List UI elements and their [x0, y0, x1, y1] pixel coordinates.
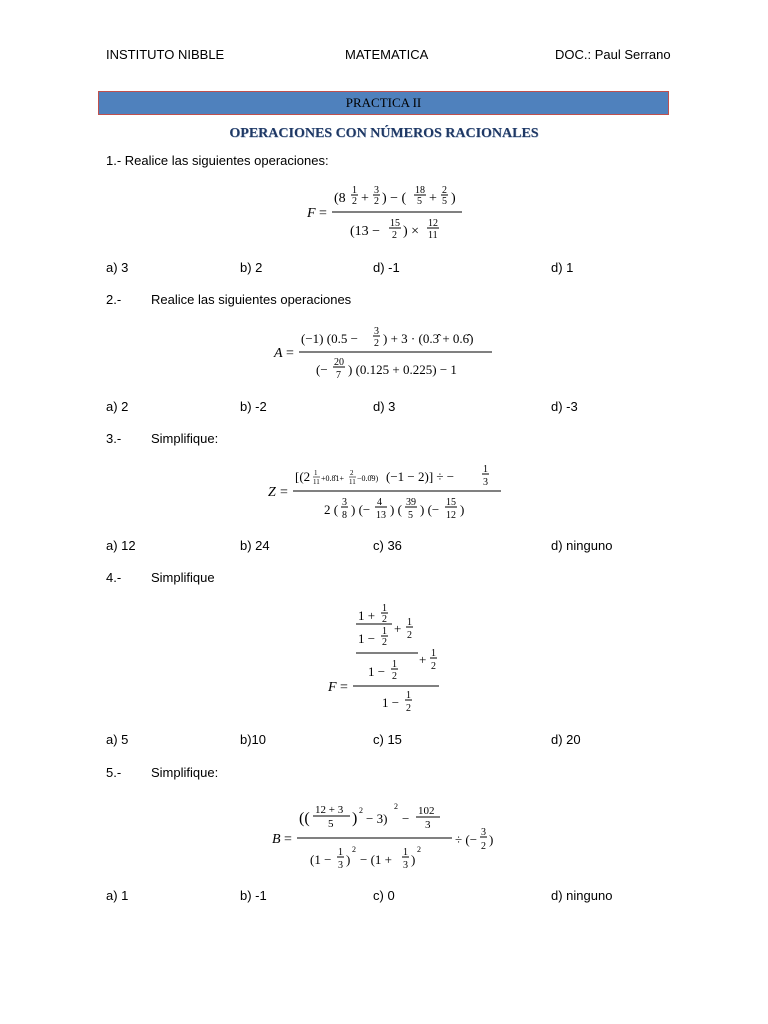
svg-text:11: 11: [428, 230, 438, 241]
answer-option: a) 2: [106, 399, 129, 414]
svg-text:5: 5: [408, 510, 413, 521]
svg-text:): ): [451, 191, 456, 206]
svg-text:3: 3: [374, 326, 379, 337]
answer-option: d) ninguno: [551, 888, 613, 903]
svg-text:2: 2: [407, 630, 412, 641]
svg-text:(−: (−: [316, 362, 328, 377]
svg-text:2: 2: [352, 845, 356, 854]
problem-2-prompt: Realice las siguientes operaciones: [151, 292, 352, 307]
svg-text:12 + 3: 12 + 3: [315, 804, 344, 816]
svg-text:8: 8: [342, 510, 347, 521]
problem-5-number: 5.-: [106, 765, 122, 780]
answer-option: b) -1: [240, 888, 267, 903]
svg-text:3: 3: [425, 819, 431, 831]
svg-text:12: 12: [446, 510, 456, 521]
svg-text:(1 −: (1 −: [310, 852, 332, 867]
answer-option: d) ninguno: [551, 538, 613, 553]
answer-option: b) 24: [240, 538, 270, 553]
problem-3-number: 3.-: [106, 431, 122, 446]
answer-option: d) -1: [373, 260, 400, 275]
svg-text:(8: (8: [334, 191, 346, 206]
svg-text:1 −: 1 −: [358, 631, 376, 646]
svg-text:1: 1: [382, 603, 387, 614]
svg-text:1: 1: [382, 626, 387, 637]
svg-text:Z: Z: [268, 485, 276, 500]
svg-text:) ×: ) ×: [403, 224, 420, 239]
answer-option: c) 15: [373, 732, 402, 747]
svg-text:3: 3: [342, 497, 347, 508]
formula-2: [268, 320, 498, 385]
svg-text:1: 1: [406, 690, 411, 701]
svg-text:): ): [352, 810, 358, 827]
svg-text:13: 13: [376, 510, 386, 521]
svg-text:) (: ) (: [390, 502, 402, 517]
svg-text:) − (: ) − (: [382, 191, 407, 206]
svg-text:39: 39: [406, 497, 416, 508]
svg-text:1 +: 1 +: [358, 608, 376, 623]
svg-text:+: +: [361, 191, 369, 206]
problem-5-prompt: Simplifique:: [151, 765, 219, 780]
svg-text:((: ((: [299, 810, 310, 827]
svg-text:[(2: [(2: [295, 469, 311, 484]
svg-text:2: 2: [350, 469, 354, 477]
svg-text:2: 2: [374, 338, 379, 349]
svg-text:3: 3: [483, 477, 488, 488]
svg-text:12: 12: [428, 218, 438, 229]
problem-1-prompt: 1.- Realice las siguientes operaciones:: [106, 153, 329, 168]
answer-option: b) 2: [240, 260, 263, 275]
svg-text:(−1) (0.5 −: (−1) (0.5 −: [301, 331, 358, 346]
svg-text:2: 2: [392, 671, 397, 682]
svg-text:+: +: [419, 652, 427, 667]
problem-3-prompt: Simplifique:: [151, 431, 219, 446]
svg-text:20: 20: [334, 357, 344, 368]
problem-4-prompt: Simplifique: [151, 570, 215, 585]
svg-text:11: 11: [349, 478, 356, 486]
svg-text:F: F: [328, 680, 337, 695]
svg-text:A: A: [274, 346, 283, 361]
svg-text:2: 2: [417, 845, 421, 854]
svg-text:+: +: [429, 191, 437, 206]
svg-text:18: 18: [415, 185, 425, 196]
svg-text:=: =: [284, 832, 292, 847]
svg-text:4: 4: [377, 497, 382, 508]
svg-text:F: F: [307, 206, 316, 221]
answer-option: b) -2: [240, 399, 267, 414]
svg-text:5: 5: [442, 196, 447, 207]
svg-text:=: =: [340, 680, 348, 695]
svg-text:2: 2: [392, 230, 397, 241]
svg-text:1: 1: [352, 185, 357, 196]
svg-text:+0.8̂1+: +0.8̂1+: [321, 474, 345, 483]
header-teacher: DOC.: Paul Serrano: [555, 47, 671, 62]
svg-text:2: 2: [374, 196, 379, 207]
svg-text:2: 2: [382, 614, 387, 625]
answer-option: d) 20: [551, 732, 581, 747]
svg-text:+: +: [394, 621, 402, 636]
svg-text:) + 3 · (0.3̂ + 0.6̂): ) + 3 · (0.3̂ + 0.6̂): [383, 331, 474, 346]
svg-text:): ): [460, 502, 465, 517]
svg-text:3: 3: [403, 860, 408, 871]
svg-text:15: 15: [446, 497, 456, 508]
answer-option: c) 36: [373, 538, 402, 553]
svg-text:2: 2: [394, 802, 398, 811]
answer-option: a) 12: [106, 538, 136, 553]
svg-text:2: 2: [406, 703, 411, 714]
svg-text:2: 2: [481, 841, 486, 852]
svg-text:5: 5: [328, 818, 334, 830]
formula-5: [266, 797, 501, 877]
svg-text:1: 1: [403, 847, 408, 858]
svg-text:1: 1: [338, 847, 343, 858]
svg-text:2: 2: [382, 637, 387, 648]
svg-text:3: 3: [481, 827, 486, 838]
svg-text:7: 7: [336, 370, 341, 381]
answer-option: d) 3: [373, 399, 396, 414]
svg-text:1: 1: [431, 648, 436, 659]
svg-text:1: 1: [392, 659, 397, 670]
svg-text:÷ (−: ÷ (−: [455, 832, 478, 847]
svg-text:− (1 +: − (1 +: [360, 852, 392, 867]
svg-text:11: 11: [313, 478, 320, 486]
header-school: INSTITUTO NIBBLE: [106, 47, 225, 62]
svg-text:−: −: [402, 811, 410, 826]
answer-option: a) 1: [106, 888, 129, 903]
svg-text:=: =: [286, 346, 294, 361]
svg-text:=: =: [280, 485, 288, 500]
problem-2-number: 2.-: [106, 292, 122, 307]
answer-option: d) 1: [551, 260, 574, 275]
answer-option: d) -3: [551, 399, 578, 414]
answer-option: b)10: [240, 732, 267, 747]
formula-4: [322, 598, 447, 723]
practice-banner: PRACTICA II: [98, 91, 669, 115]
svg-text:2: 2: [431, 661, 436, 672]
svg-text:1 −: 1 −: [368, 664, 386, 679]
svg-text:): ): [411, 852, 416, 867]
svg-text:) (0.125 + 0.225) − 1: ) (0.125 + 0.225) − 1: [348, 362, 457, 377]
svg-text:): ): [489, 832, 494, 847]
svg-text:=: =: [319, 206, 327, 221]
svg-text:1: 1: [314, 469, 318, 477]
svg-text:1: 1: [483, 464, 488, 475]
svg-text:−0.0̂9): −0.0̂9): [357, 474, 379, 483]
svg-text:2: 2: [442, 185, 447, 196]
svg-text:2 (: 2 (: [324, 502, 339, 517]
svg-text:3: 3: [338, 860, 343, 871]
svg-text:102: 102: [418, 805, 435, 817]
svg-text:) (−: ) (−: [351, 502, 371, 517]
header-subject: MATEMATICA: [345, 47, 429, 62]
svg-text:3: 3: [374, 185, 379, 196]
answer-option: a) 3: [106, 260, 129, 275]
svg-text:(−1 − 2)] ÷ −: (−1 − 2)] ÷ −: [386, 469, 455, 484]
svg-text:5: 5: [417, 196, 422, 207]
svg-text:2: 2: [359, 806, 363, 815]
problem-4-number: 4.-: [106, 570, 122, 585]
formula-3: [262, 458, 507, 528]
svg-text:− 3): − 3): [366, 811, 388, 826]
page-title: OPERACIONES CON NÚMEROS RACIONALES: [229, 126, 539, 141]
svg-text:(13 −: (13 −: [350, 224, 381, 239]
svg-text:2: 2: [352, 196, 357, 207]
svg-text:1: 1: [407, 617, 412, 628]
svg-text:): ): [346, 852, 351, 867]
svg-text:1 −: 1 −: [382, 695, 400, 710]
svg-text:15: 15: [390, 218, 400, 229]
answer-option: c) 0: [373, 888, 395, 903]
answer-option: a) 5: [106, 732, 129, 747]
formula-1: [300, 180, 470, 250]
svg-text:) (−: ) (−: [420, 502, 440, 517]
svg-text:B: B: [272, 832, 281, 847]
